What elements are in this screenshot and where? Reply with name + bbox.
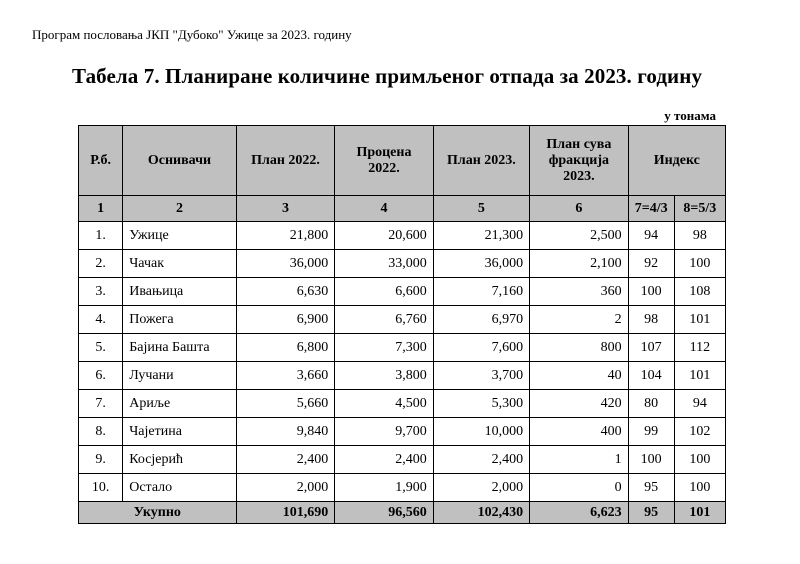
row-index-2: 100 [674,250,725,278]
header-estimate-2022: Процена 2022. [335,126,433,196]
row-dry-fraction: 360 [530,278,628,306]
row-founder-name: Остало [123,474,237,502]
total-plan-2023: 102,430 [433,502,529,524]
header-row [79,126,726,196]
row-rb: 9. [79,446,123,474]
header-plan-2022: План 2022. [236,126,334,196]
row-dry-fraction: 2,100 [530,250,628,278]
row-plan-2022: 5,660 [236,390,334,418]
row-plan-2023: 36,000 [433,250,529,278]
table-body [79,222,726,502]
row-rb: 8. [79,418,123,446]
header-index: Индекс [628,126,725,196]
row-index-1: 98 [628,306,674,334]
row-estimate-2022: 7,300 [335,334,433,362]
column-number: 7=4/3 [628,196,674,222]
row-estimate-2022: 6,600 [335,278,433,306]
row-estimate-2022: 9,700 [335,418,433,446]
row-rb: 10. [79,474,123,502]
row-index-1: 100 [628,446,674,474]
row-plan-2022: 21,800 [236,222,334,250]
column-number: 3 [236,196,334,222]
row-estimate-2022: 4,500 [335,390,433,418]
table-row [79,278,726,306]
header-rb: Р.б. [79,126,123,196]
row-index-1: 92 [628,250,674,278]
row-rb: 2. [79,250,123,278]
column-number: 4 [335,196,433,222]
row-index-2: 101 [674,306,725,334]
table-title: Табела 7. Планиране количине примљеног отпада за 2023. годину [72,64,703,88]
row-rb: 3. [79,278,123,306]
row-index-1: 104 [628,362,674,390]
row-estimate-2022: 2,400 [335,446,433,474]
row-founder-name: Ариље [123,390,237,418]
row-dry-fraction: 0 [530,474,628,502]
row-dry-fraction: 1 [530,446,628,474]
header-plan-2023: План 2023. [433,126,529,196]
waste-table [78,125,726,524]
total-row [79,502,726,524]
row-plan-2023: 7,600 [433,334,529,362]
row-plan-2023: 10,000 [433,418,529,446]
document-header: Програм пословања ЈКП "Дубоко" Ужице за 2023. годину [32,27,352,42]
row-index-2: 100 [674,446,725,474]
row-plan-2023: 21,300 [433,222,529,250]
header-founders: Оснивачи [123,126,237,196]
row-dry-fraction: 40 [530,362,628,390]
row-dry-fraction: 800 [530,334,628,362]
table-row [79,306,726,334]
row-plan-2022: 2,000 [236,474,334,502]
row-dry-fraction: 420 [530,390,628,418]
table-row [79,418,726,446]
row-index-2: 102 [674,418,725,446]
table-row [79,474,726,502]
row-plan-2023: 7,160 [433,278,529,306]
total-index-1: 95 [628,502,674,524]
total-dry-fraction: 6,623 [530,502,628,524]
row-plan-2023: 2,400 [433,446,529,474]
unit-note: у тонама [664,108,716,123]
table-row [79,362,726,390]
table-row [79,222,726,250]
row-plan-2022: 3,660 [236,362,334,390]
row-founder-name: Бајина Башта [123,334,237,362]
row-plan-2022: 36,000 [236,250,334,278]
row-plan-2022: 6,900 [236,306,334,334]
row-plan-2022: 2,400 [236,446,334,474]
row-index-1: 100 [628,278,674,306]
table-row [79,334,726,362]
row-index-2: 108 [674,278,725,306]
table-row [79,390,726,418]
row-estimate-2022: 1,900 [335,474,433,502]
row-plan-2022: 9,840 [236,418,334,446]
row-estimate-2022: 20,600 [335,222,433,250]
row-index-1: 107 [628,334,674,362]
row-estimate-2022: 3,800 [335,362,433,390]
row-founder-name: Чачак [123,250,237,278]
total-index-2: 101 [674,502,725,524]
row-index-2: 101 [674,362,725,390]
row-founder-name: Пожега [123,306,237,334]
row-rb: 1. [79,222,123,250]
column-number: 1 [79,196,123,222]
total-estimate-2022: 96,560 [335,502,433,524]
row-founder-name: Косјерић [123,446,237,474]
row-dry-fraction: 2 [530,306,628,334]
total-plan-2022: 101,690 [236,502,334,524]
row-founder-name: Ужице [123,222,237,250]
row-plan-2023: 6,970 [433,306,529,334]
row-plan-2022: 6,800 [236,334,334,362]
row-dry-fraction: 2,500 [530,222,628,250]
header-plan-dry-fraction: План сува фракција 2023. [530,126,628,196]
row-index-1: 80 [628,390,674,418]
row-estimate-2022: 6,760 [335,306,433,334]
table-row [79,446,726,474]
row-index-2: 112 [674,334,725,362]
row-index-1: 94 [628,222,674,250]
row-index-2: 94 [674,390,725,418]
table-row [79,250,726,278]
row-rb: 4. [79,306,123,334]
row-index-2: 100 [674,474,725,502]
row-plan-2023: 5,300 [433,390,529,418]
column-number: 8=5/3 [674,196,725,222]
row-founder-name: Ивањица [123,278,237,306]
row-plan-2022: 6,630 [236,278,334,306]
column-number-row [79,196,726,222]
row-plan-2023: 3,700 [433,362,529,390]
row-rb: 5. [79,334,123,362]
row-index-1: 99 [628,418,674,446]
row-founder-name: Лучани [123,362,237,390]
column-number: 6 [530,196,628,222]
column-number: 2 [123,196,237,222]
row-rb: 7. [79,390,123,418]
row-founder-name: Чајетина [123,418,237,446]
row-dry-fraction: 400 [530,418,628,446]
row-index-1: 95 [628,474,674,502]
row-rb: 6. [79,362,123,390]
row-plan-2023: 2,000 [433,474,529,502]
row-index-2: 98 [674,222,725,250]
column-number: 5 [433,196,529,222]
row-estimate-2022: 33,000 [335,250,433,278]
total-label: Укупно [79,502,237,524]
